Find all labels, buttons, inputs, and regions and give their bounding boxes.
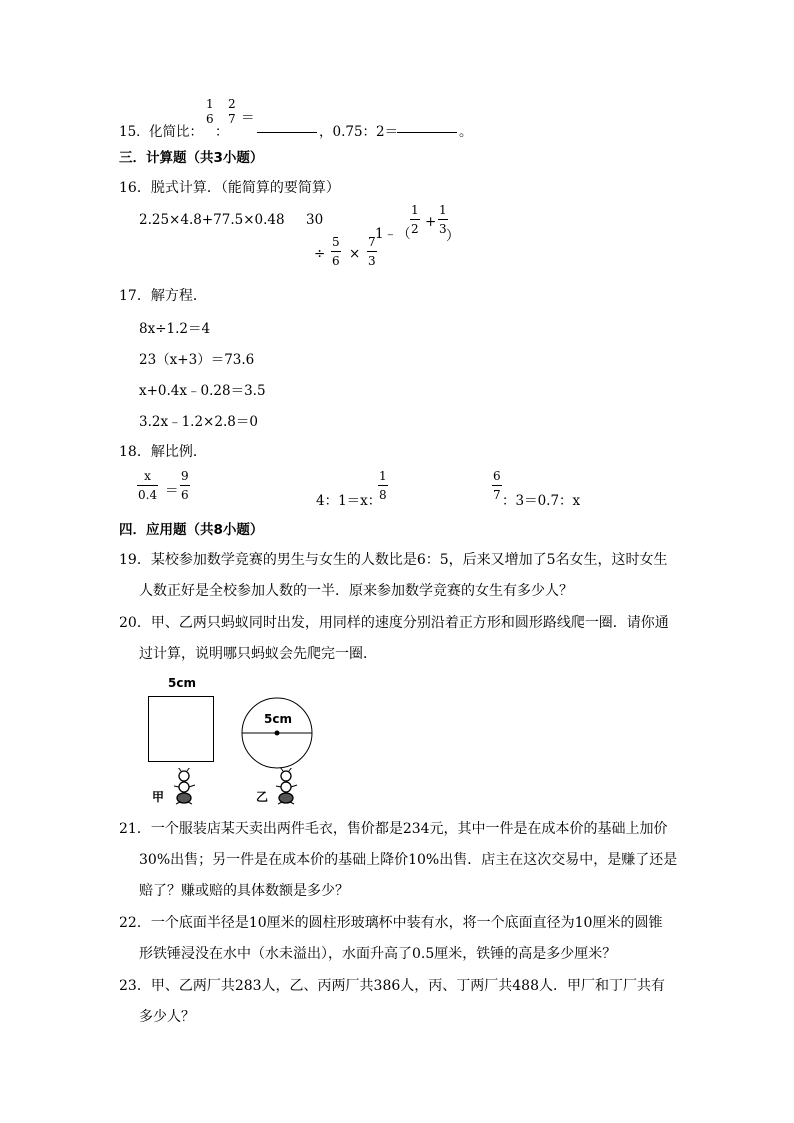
q16-e2-numerator: 30: [306, 212, 324, 228]
q16-e2-times: ×: [349, 246, 361, 262]
q15-number: 15．: [119, 124, 150, 140]
numerator: 1: [411, 203, 419, 217]
q20-line-1: 20．甲、乙两只蚂蚁同时出发，用同样的速度分别沿着正方形和圆形路线爬一圈．请你通: [119, 615, 669, 631]
q15-f1-numerator: 1: [206, 97, 214, 111]
numerator: 6: [493, 469, 501, 483]
q22-line-2: 形铁锤浸没在水中（水未溢出），水面升高了0.5厘米，铁锤的高是多少厘米？: [139, 946, 617, 962]
circle-diameter-label: 5cm: [264, 712, 292, 726]
denominator: 6: [181, 488, 189, 502]
q16-e3-prefix: 1﹣（: [375, 226, 411, 242]
q15-blank-1[interactable]: [257, 120, 317, 133]
q18-p1-left-fraction: [137, 470, 158, 501]
ant-yi-label: 乙: [256, 790, 269, 804]
ant-yi-icon: [272, 768, 302, 806]
q16-e2-fraction-1: [331, 236, 341, 267]
fraction-bar: [378, 485, 388, 486]
q16-e3-plus: +: [425, 214, 437, 230]
q16-e3-suffix: ）: [446, 228, 460, 244]
denominator: 0.4: [138, 488, 158, 502]
q15-label: 化简比：: [149, 124, 203, 140]
fraction-bar: [410, 219, 420, 220]
fraction-bar: [492, 485, 502, 486]
ant-jia-icon: [170, 768, 200, 806]
fraction-bar: [331, 251, 341, 252]
q16-e3-fraction-1: [410, 204, 420, 235]
q15-middle-text: ，0.75：2＝: [319, 124, 399, 140]
q16-expression-1: 2.25×4.8+77.5×0.48: [139, 212, 285, 228]
q15-equals: ＝: [241, 110, 255, 126]
q15-f2-denominator: 7: [228, 112, 236, 126]
numerator: 9: [181, 469, 189, 483]
q21-line-2: 30%出售；另一件是在成本价的基础上降价10%出售．店主在这次交易中，是赚了还是: [139, 852, 678, 868]
q16-e2-divide: ÷: [314, 246, 326, 262]
numerator: 1: [439, 203, 447, 217]
q23-line-1: 23．甲、乙两厂共283人，乙、丙两厂共386人，丙、丁两厂共488人．甲厂和丁厂共有: [119, 978, 665, 994]
fraction-bar: [438, 219, 448, 220]
q19-line-1: 19．某校参加数学竞赛的男生与女生的人数比是6：5，后来又增加了5名女生，这时女生: [119, 552, 668, 568]
ant-path-figure: [140, 676, 320, 808]
q17-equation-2: 23（x+3）＝73.6: [139, 352, 255, 368]
q15-end: 。: [459, 124, 473, 140]
denominator: 3: [368, 254, 376, 268]
fraction-bar: [137, 485, 158, 486]
q15-colon: ：: [215, 124, 229, 140]
q17-equation-1: 8x÷1.2＝4: [139, 321, 211, 337]
circle-path: [240, 696, 314, 770]
fraction-bar: [367, 251, 377, 252]
numerator: 7: [368, 235, 376, 249]
q16-title: 16．脱式计算．（能简算的要简算）: [119, 180, 340, 196]
q18-title: 18．解比例．: [119, 444, 207, 460]
q17-equation-3: x+0.4x﹣0.28＝3.5: [139, 383, 266, 399]
q18-p2-fraction: [378, 470, 388, 501]
q17-equation-4: 3.2x﹣1.2×2.8＝0: [139, 414, 258, 430]
ant-jia-label: 甲: [152, 790, 165, 804]
denominator: 8: [379, 488, 387, 502]
q18-p3-fraction: [492, 470, 502, 501]
denominator: 2: [411, 222, 419, 236]
q15-fraction-1: [205, 98, 215, 125]
denominator: 6: [332, 254, 340, 268]
q21-line-3: 赔了？赚或赔的具体数额是多少？: [139, 883, 349, 899]
q18-proportion-3: ：3＝0.7：x: [502, 493, 581, 509]
q15-f2-numerator: 2: [228, 97, 236, 111]
square-path: [148, 696, 214, 762]
q18-p1-right-fraction: [180, 470, 190, 501]
section-3-heading: 三．计算题（共3小题）: [119, 150, 264, 166]
q19-line-2: 人数正好是全校参加人数的一半．原来参加数学竞赛的女生有多少人？: [139, 583, 573, 599]
section-4-heading: 四．应用题（共8小题）: [119, 522, 264, 538]
numerator: 1: [379, 469, 387, 483]
q20-line-2: 过计算，说明哪只蚂蚁会先爬完一圈．: [139, 646, 377, 662]
q18-p1-equals: ＝: [165, 483, 179, 499]
denominator: 7: [493, 488, 501, 502]
fraction-bar: [180, 485, 190, 486]
square-side-label: 5cm: [168, 676, 196, 690]
denominator: 3: [439, 222, 447, 236]
q15-blank-2[interactable]: [397, 120, 457, 133]
q21-line-1: 21．一个服装店某天卖出两件毛衣，售价都是234元，其中一件是在成本价的基础上加价: [119, 821, 668, 837]
numerator: x: [144, 469, 151, 483]
q17-title: 17．解方程．: [119, 288, 207, 304]
numerator: 5: [332, 235, 340, 249]
q22-line-1: 22．一个底面半径是10厘米的圆柱形玻璃杯中装有水，将一个底面直径为10厘米的圆锥: [119, 915, 663, 931]
q23-line-2: 多少人？: [139, 1009, 195, 1025]
q15-fraction-2: [227, 98, 237, 125]
q15-f1-denominator: 6: [206, 112, 214, 126]
q18-proportion-2: 4：1＝x：: [316, 493, 382, 509]
